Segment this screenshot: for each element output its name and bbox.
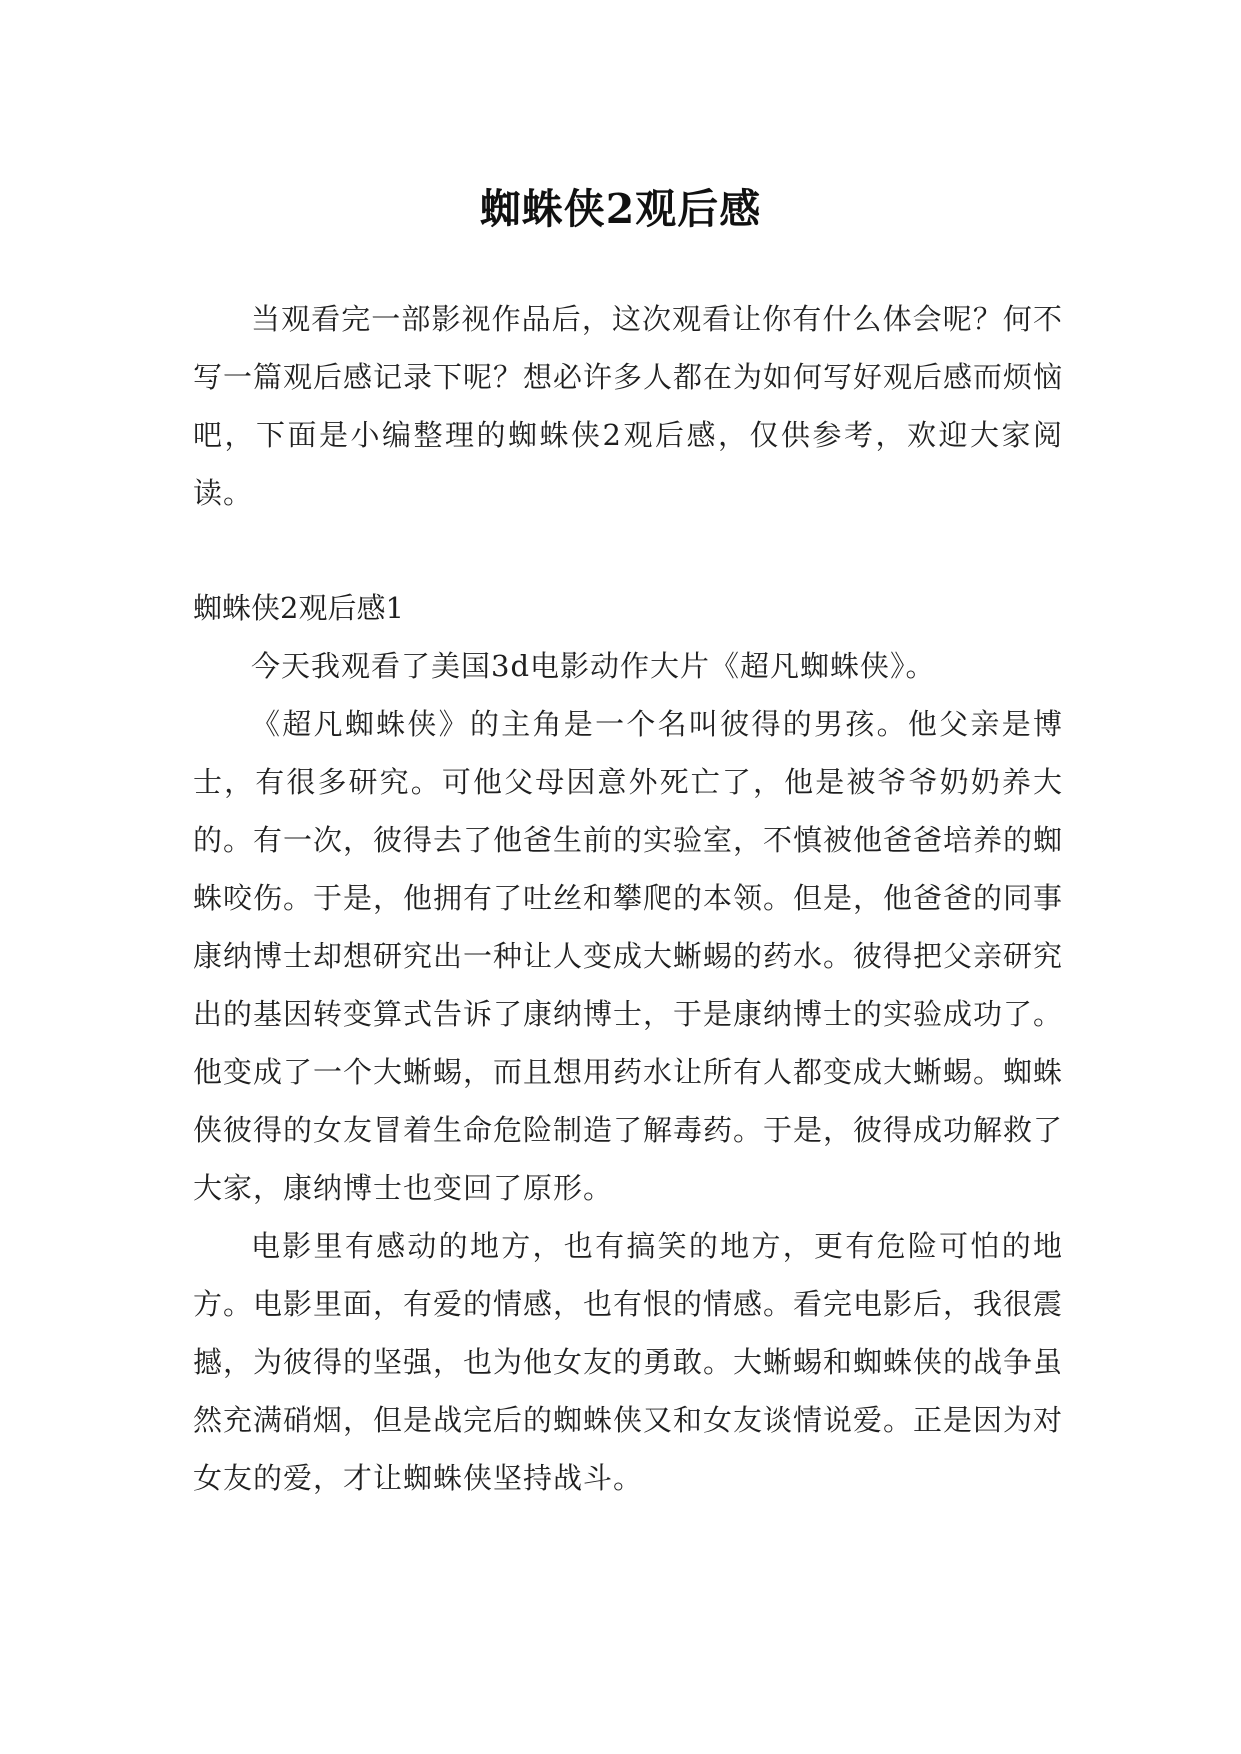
- intro-paragraph: 当观看完一部影视作品后，这次观看让你有什么体会呢？何不写一篇观后感记录下呢？想必许多人都在为如何写好观后感而烦恼吧，下面是小编整理的蜘蛛侠2观后感，仅供参考，欢迎大家阅读。: [193, 302, 1064, 510]
- section-1: [193, 579, 1063, 1507]
- document-title: 蜘蛛侠2观后感: [479, 185, 762, 234]
- section-1-heading: 蜘蛛侠2观后感1: [193, 591, 404, 625]
- section-1-paragraph-1: 今天我观看了美国3d电影动作大片《超凡蜘蛛侠》。: [251, 649, 936, 683]
- intro-block: [193, 290, 1063, 522]
- section-1-paragraph-3: 电影里有感动的地方，也有搞笑的地方，更有危险可怕的地方。电影里面，有爱的情感，也有恨的情感。看完电影后，我很震撼，为彼得的坚强，也为他女友的勇敢。大蜥蜴和蜘蛛侠的战争虽然充满硝烟，但是战完后的蜘蛛侠又和女友谈情说爱。正是因为对女友的爱，才让蜘蛛侠坚持战斗。: [193, 1229, 1064, 1495]
- section-1-paragraph-2: 《超凡蜘蛛侠》的主角是一个名叫彼得的男孩。他父亲是博士，有很多研究。可他父母因意外死亡了，他是被爷爷奶奶养大的。有一次，彼得去了他爸生前的实验室，不慎被他爸爸培养的蜘蛛咬伤。于是，他拥有了吐丝和攀爬的本领。但是，他爸爸的同事康纳博士却想研究出一种让人变成大蜥蜴的药水。彼得把父亲研究出的基因转变算式告诉了康纳博士，于是康纳博士的实验成功了。他变成了一个大蜥蜴，而且想用药水让所有人都变成大蜥蜴。蜘蛛侠彼得的女友冒着生命危险制造了解毒药。于是，彼得成功解救了大家，康纳博士也变回了原形。: [193, 707, 1064, 1205]
